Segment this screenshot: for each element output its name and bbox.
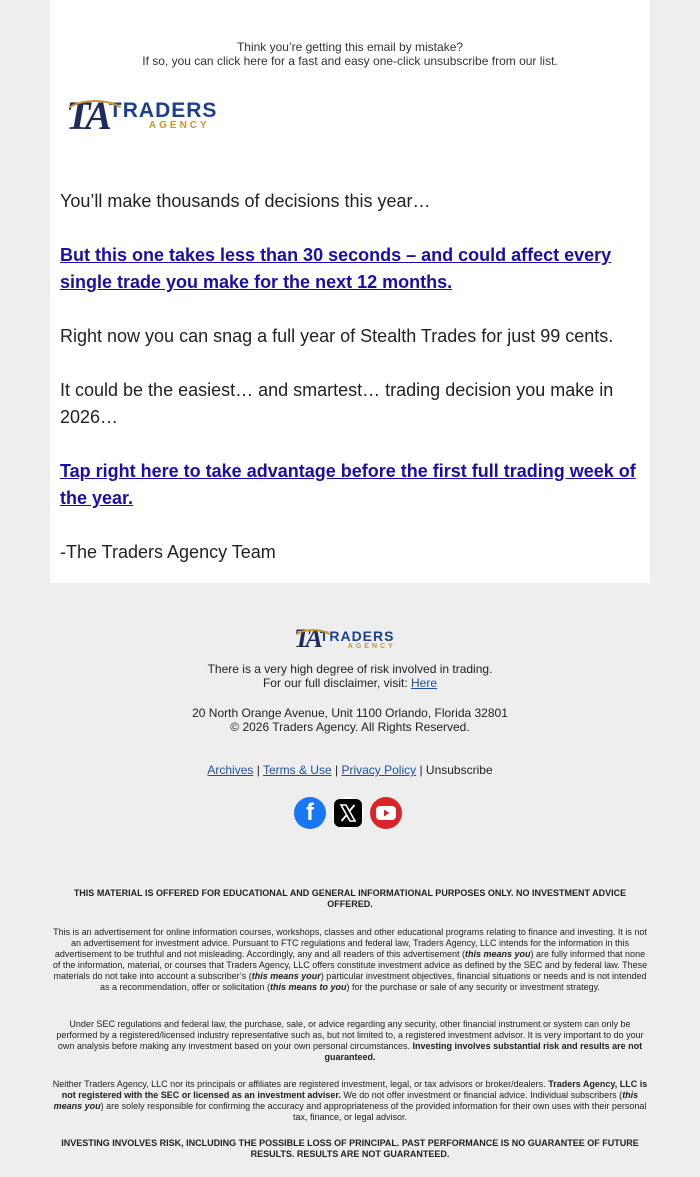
risk-line: There is a very high degree of risk involved in trading.: [207, 662, 493, 676]
footer-logo-word-traders: TRADERS: [319, 627, 395, 644]
ta-monogram: [66, 92, 109, 139]
link-separator: |: [253, 763, 263, 777]
reg-text-3: ) are solely responsible for confirming the accuracy and appropriateness of the provided information for their own uses with their personal tax, finance, or legal advisor.: [100, 1101, 647, 1122]
cta-link[interactable]: Tap right here to take advantage before the first full trading week of the year.: [60, 461, 636, 508]
footer-logo-swoosh: [291, 629, 335, 653]
decision-paragraph: It could be the easiest… and smartest… trading decision you make in 2026…: [60, 380, 614, 427]
sec-emphasis: Investing involves substantial risk and results are not guaranteed.: [324, 1041, 643, 1062]
ftc-emphasis-1: this means you: [464, 949, 531, 959]
youtube-icon[interactable]: [370, 797, 402, 829]
x-twitter-icon[interactable]: [332, 797, 364, 829]
traders-agency-logo[interactable]: [66, 92, 217, 139]
disclaimer-link[interactable]: Here: [411, 676, 438, 690]
reg-text-2: We do not offer investment or financial advice. Individual subscribers (: [340, 1090, 623, 1100]
archives-link[interactable]: Archives: [207, 763, 254, 777]
footer-links: [0, 763, 700, 777]
ftc-emphasis-3: this means to you: [269, 982, 347, 992]
footer-logo[interactable]: [294, 624, 396, 654]
cta-paragraph: [60, 458, 642, 512]
terms-link[interactable]: Terms & Use: [262, 763, 332, 777]
unsubscribe-link-line[interactable]: If so, you can click here for a fast and easy one-click unsubscribe from our list.: [142, 54, 558, 68]
email-card: [50, 0, 650, 583]
link-separator: |: [416, 763, 426, 777]
privacy-link[interactable]: Privacy Policy: [341, 763, 417, 777]
sec-text: Under SEC regulations and federal law, the purchase, sale, or advice regarding any security, other financial instrument or system can only be performed by a registered/licensed industry representative such as, but not limited to, a registered investment advisor. It is very important to do your own analysis before making any investment based on your own personal circumstances.: [56, 1019, 644, 1051]
ftc-emphasis-2: this means your: [251, 971, 321, 981]
logo-word-agency: AGENCY: [148, 120, 210, 131]
mistake-line: Think you’re getting this email by mistake?: [236, 40, 464, 54]
disclaimer-line: [0, 676, 700, 690]
mistake-notice: [50, 40, 650, 68]
disclaimer-prefix: For our full disclaimer, visit:: [262, 676, 412, 690]
ftc-text-3: ) particular investment objectives, financial situations or needs and is not intended as a recommendation, offer or solicitation (: [100, 971, 647, 992]
reg-text-1: Neither Traders Agency, LLC nor its principals or affiliates are registered investment, legal, or tax advisors or broker/dealers.: [52, 1079, 549, 1089]
risk-warning: INVESTING INVOLVES RISK, INCLUDING THE POSSIBLE LOSS OF PRINCIPAL. PAST PERFORMANCE IS NO GUARANTEE OF FUTURE RESULTS. RESULTS ARE NOT GUARANTEED.: [61, 1138, 639, 1159]
intro-paragraph: You’ll make thousands of decisions this year…: [60, 191, 431, 211]
monogram-text: TA: [66, 93, 109, 138]
ftc-text-4: ) for the purchase or sale of any security or investment strategy.: [346, 982, 600, 992]
ftc-text-1: This is an advertisement for online information courses, workshops, classes and other educational programs relating to finance and investing. It is not an advertisement for investment advice. Pursuant to FTC regulations and federal law, Traders Agency, LLC intends for the information in this advertisement to be truthful and not misleading. Accordingly, any and all readers of this advertisement (: [53, 927, 647, 959]
reg-emphasis-1: Traders Agency, LLC is not registered with the SEC or licensed as an investment adviser.: [61, 1079, 648, 1100]
offer-paragraph: Right now you can snag a full year of Stealth Trades for just 99 cents.: [60, 326, 614, 346]
educational-notice: THIS MATERIAL IS OFFERED FOR EDUCATIONAL AND GENERAL INFORMATIONAL PURPOSES ONLY. NO INVESTMENT ADVICE OFFERED.: [73, 888, 627, 909]
risk-notice: [0, 662, 700, 690]
logo-word-traders: TRADERS: [108, 99, 218, 122]
ftc-text-2: ) are fully informed that none of the information, material, or courses that Traders Agency, LLC offers constitute investment advice as defined by the SEC and by federal law. These materials do not take into account a subscriber’s (: [52, 949, 648, 981]
sec-disclaimer: [50, 1019, 650, 1063]
signature: -The Traders Agency Team: [60, 542, 276, 562]
copyright-line: © 2026 Traders Agency. All Rights Reserved.: [230, 720, 470, 734]
footer-ta-monogram: [294, 624, 320, 654]
reg-emphasis-2: this means you: [53, 1090, 639, 1111]
footer-logo-word-agency: AGENCY: [347, 642, 396, 650]
company-address: [0, 706, 700, 734]
address-line: 20 North Orange Avenue, Unit 1100 Orlando, Florida 32801: [192, 706, 508, 720]
logo-swoosh: [62, 100, 128, 134]
offer-headline-link[interactable]: But this one takes less than 30 seconds – and could affect every single trade you make for the next 12 months.: [60, 245, 612, 292]
social-links: [294, 797, 402, 829]
x-logo-glyph: [334, 799, 362, 827]
footer-monogram-text: TA: [294, 624, 320, 653]
registration-disclaimer: [50, 1079, 650, 1123]
youtube-play-glyph: [376, 806, 396, 820]
unsubscribe-link[interactable]: Unsubscribe: [425, 763, 493, 777]
facebook-glyph: f: [306, 799, 314, 826]
headline-paragraph: [60, 242, 642, 296]
ftc-disclaimer: [50, 927, 650, 993]
facebook-icon[interactable]: [294, 797, 326, 829]
link-separator: |: [331, 763, 342, 777]
